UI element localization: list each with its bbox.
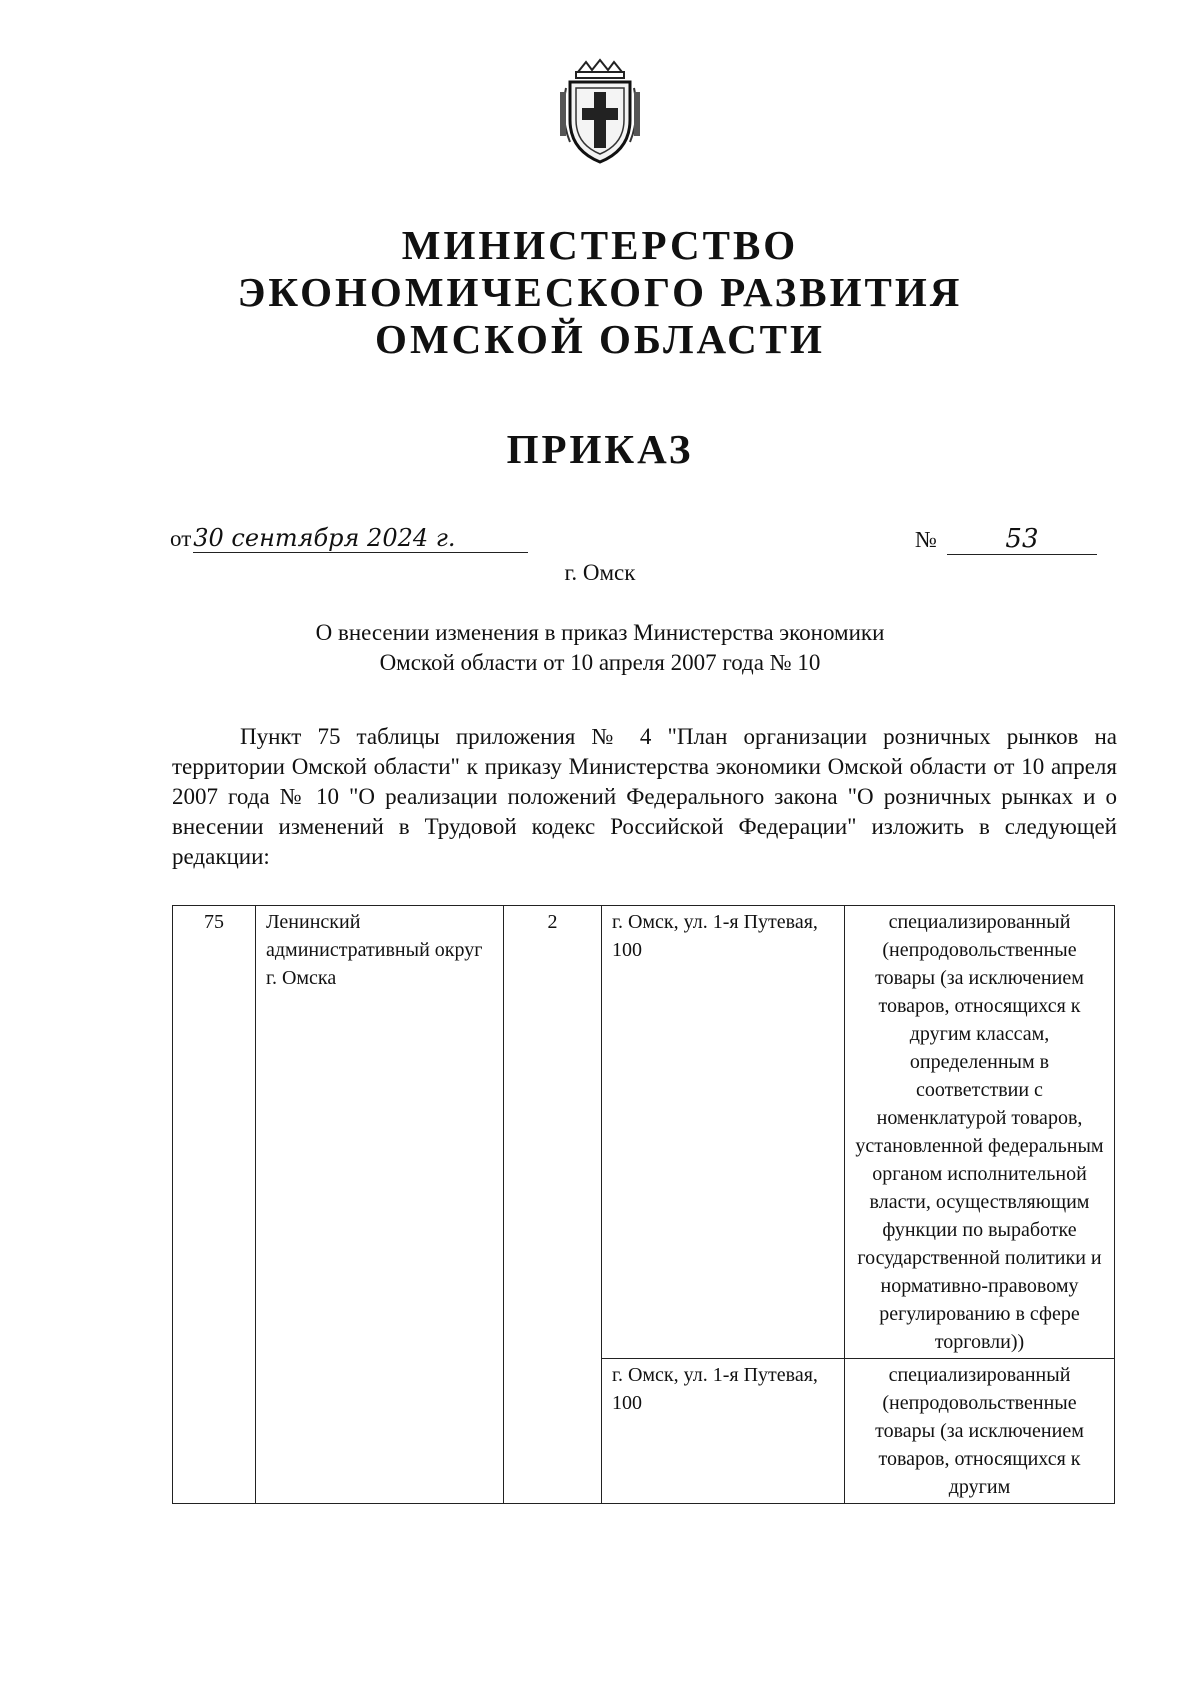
body-paragraph: Пункт 75 таблицы приложения № 4 "План организации розничных рынков на территории Омской области" к приказу Министерства экономики Омской области от 10 апреля 2007 года № 10 "О реализации положений Федерального закона "О розничных рынках и о внесении изменений в Трудовой кодекс Российской Федерации" изложить в следующей редакции: xyxy=(172,724,1117,869)
ministry-title-line-1: МИНИСТЕРСТВО xyxy=(401,222,799,268)
city: г. Омск xyxy=(564,560,636,585)
handwritten-date: 30 сентября 2024 г. xyxy=(193,524,528,553)
number-prefix: № xyxy=(915,527,937,552)
cell-market-type: специализированный (непродовольственные товары (за исключением товаров, относящихся к другим xyxy=(845,1359,1115,1504)
subject-line-2: Омской области от 10 апреля 2007 года № 10 xyxy=(379,650,821,675)
cell-count: 2 xyxy=(504,906,602,1504)
market-table xyxy=(172,905,1115,1504)
cell-item-number: 75 xyxy=(173,906,256,1504)
cell-district: Ленинский административный округ г. Омска xyxy=(256,906,504,1504)
date-line xyxy=(170,524,528,553)
ministry-title-line-2: ЭКОНОМИЧЕСКОГО РАЗВИТИЯ xyxy=(237,269,963,315)
subject-title xyxy=(0,618,1200,678)
ministry-title-line-3: ОМСКОЙ ОБЛАСТИ xyxy=(375,316,825,362)
coat-of-arms-icon xyxy=(556,58,644,168)
handwritten-number: 53 xyxy=(947,524,1097,555)
ministry-title xyxy=(0,222,1200,363)
date-prefix: от xyxy=(170,526,192,551)
table-row xyxy=(173,906,1115,1359)
cell-address: г. Омск, ул. 1-я Путевая, 100 xyxy=(602,906,845,1359)
document-type: ПРИКАЗ xyxy=(506,426,694,472)
number-line xyxy=(915,524,1097,555)
subject-line-1: О внесении изменения в приказ Министерства экономики xyxy=(315,620,885,645)
cell-address: г. Омск, ул. 1-я Путевая, 100 xyxy=(602,1359,845,1504)
cell-market-type: специализированный (непродовольственные товары (за исключением товаров, относящихся к другим классам, определенным в соответствии с номенклатурой товаров, установленной федеральным органом исполнительной власти, осуществляющим функции по выработке государственной политики и нормативно-правовому регулированию в сфере торговли)) xyxy=(845,906,1115,1359)
